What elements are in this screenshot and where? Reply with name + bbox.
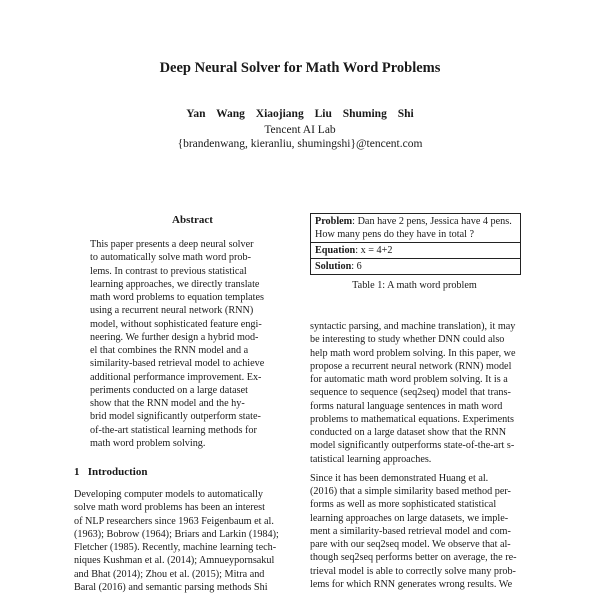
paper-title: Deep Neural Solver for Math Word Problems xyxy=(159,60,441,76)
paragraph-line: trieval model is able to correctly solve many prob- xyxy=(310,565,516,577)
table-caption: Table 1: A math word problem xyxy=(352,280,477,291)
introduction-line: of NLP researchers since 1963 Feigenbaum et al. xyxy=(74,515,274,527)
introduction-line: niques Kushman et al. (2014); Amnueypornsakul xyxy=(74,555,275,567)
solution-text: 6 xyxy=(356,261,362,272)
paragraph-line: sequence to sequence (seq2seq) model that trans- xyxy=(310,387,511,399)
table-row-solution: Solution: 6 xyxy=(311,258,520,274)
paragraph-line: problems to mathematical equations. Experiments xyxy=(310,413,514,425)
paragraph-line: (2016) that a simple similarity based method per- xyxy=(310,486,511,497)
problem-label: Problem xyxy=(315,216,353,227)
author-name: Xiaojiang Liu xyxy=(255,108,332,120)
math-problem-table xyxy=(310,213,521,275)
paragraph-line: forms natural language sentences in math word xyxy=(310,400,503,412)
abstract-line: neering. We further design a hybrid mod- xyxy=(90,331,259,343)
table-row-problem: Problem: Dan have 2 pens, Jessica have 4 pens. How many pens do they have in total ? xyxy=(315,216,512,240)
problem-text: Dan have 2 pens, Jessica have 4 pens. How many pens do they have in total ? xyxy=(315,216,512,240)
author-name: Shuming Shi xyxy=(342,108,414,120)
paragraph-line: propose a recurrent neural network (RNN) model xyxy=(310,360,512,372)
equation-label: Equation xyxy=(315,245,356,256)
paragraph-line: be interesting to study whether DNN could also xyxy=(310,334,505,346)
author-name: Yan Wang xyxy=(186,108,245,120)
paragraph-line: model significantly outperforms state-of-the-art s- xyxy=(310,440,515,452)
abstract-line: using a recurrent neural network (RNN) xyxy=(90,305,254,317)
affiliation: Tencent AI Lab xyxy=(264,124,336,136)
abstract-body xyxy=(90,238,295,450)
paragraph-line: syntactic parsing, and machine translation), it may xyxy=(310,321,516,332)
introduction-line: Fletcher (1985). Recently, machine learning tech- xyxy=(74,542,277,553)
section-heading-introduction xyxy=(74,466,147,478)
paragraph-line: learning approaches on large datasets, we imple- xyxy=(310,512,509,524)
paragraph-line: help math word problem solving. In this paper, we xyxy=(310,347,516,359)
introduction-line: solve math word problems has been an interest xyxy=(74,502,265,514)
section-number: 1 xyxy=(74,466,80,478)
section-title: Introduction xyxy=(87,466,148,478)
paragraph-line: though seq2seq performs better on average, the re- xyxy=(310,552,517,564)
author-list xyxy=(0,108,600,120)
abstract-line: This paper presents a deep neural solver xyxy=(90,239,254,250)
abstract-line: additional performance improvement. Ex- xyxy=(90,371,262,383)
abstract-line: el that combines the RNN model and a xyxy=(90,345,249,356)
introduction-line: Developing computer models to automatically xyxy=(74,489,263,500)
abstract-line: similarity-based retrieval model to achieve xyxy=(90,358,265,370)
paragraph-line: pare with our seq2seq model. We observe that al- xyxy=(310,539,511,550)
equation-text: x = 4+2 xyxy=(360,245,393,256)
table-row-equation-solution: Equation: x = 4+2 xyxy=(311,242,520,258)
paragraph-line: ment a similarity-based retrieval model and com- xyxy=(310,525,511,537)
introduction-body xyxy=(74,488,299,594)
introduction-line: and Bhat (2014); Zhou et al. (2015); Mitra and xyxy=(74,568,265,580)
abstract-line: brid model significantly outperform state- xyxy=(90,411,261,423)
paragraph-line: tatistical learning approaches. xyxy=(310,453,432,465)
introduction-line: Baral (2016) and semantic parsing methods Shi xyxy=(74,581,268,593)
abstract-line: math word problems to equation templates xyxy=(90,292,264,303)
abstract-line: periments conducted on a large dataset xyxy=(90,384,248,396)
right-column-body xyxy=(310,320,522,591)
solution-label: Solution xyxy=(315,261,352,272)
abstract-line: show that the RNN model and the hy- xyxy=(90,398,245,409)
paragraph-line: Since it has been demonstrated Huang et al. xyxy=(310,472,489,484)
paragraph-line: conducted on a large dataset show that the RNN xyxy=(310,427,507,438)
paragraph-line: for automatic math word problem solving. It is a xyxy=(310,374,508,385)
paragraph-line: forms as well as more sophisticated statistical xyxy=(310,499,497,511)
abstract-line: lems. In contrast to previous statistical xyxy=(90,265,247,277)
abstract-line: learning approaches, we directly translate xyxy=(90,278,260,290)
abstract-line: of-the-art statistical learning methods for xyxy=(90,424,257,436)
abstract-line: math word problem solving. xyxy=(90,437,206,449)
abstract-heading: Abstract xyxy=(172,214,213,226)
paragraph-line: lems for which RNN generates wrong results. We xyxy=(310,578,513,590)
abstract-line: model, without sophisticated feature engi- xyxy=(90,318,262,330)
author-emails: {brandenwang, kieranliu, shumingshi}@tencent.com xyxy=(177,138,423,150)
introduction-line: (1963); Bobrow (1964); Briars and Larkin (1984); xyxy=(74,528,279,540)
abstract-line: to automatically solve math word prob- xyxy=(90,252,251,264)
